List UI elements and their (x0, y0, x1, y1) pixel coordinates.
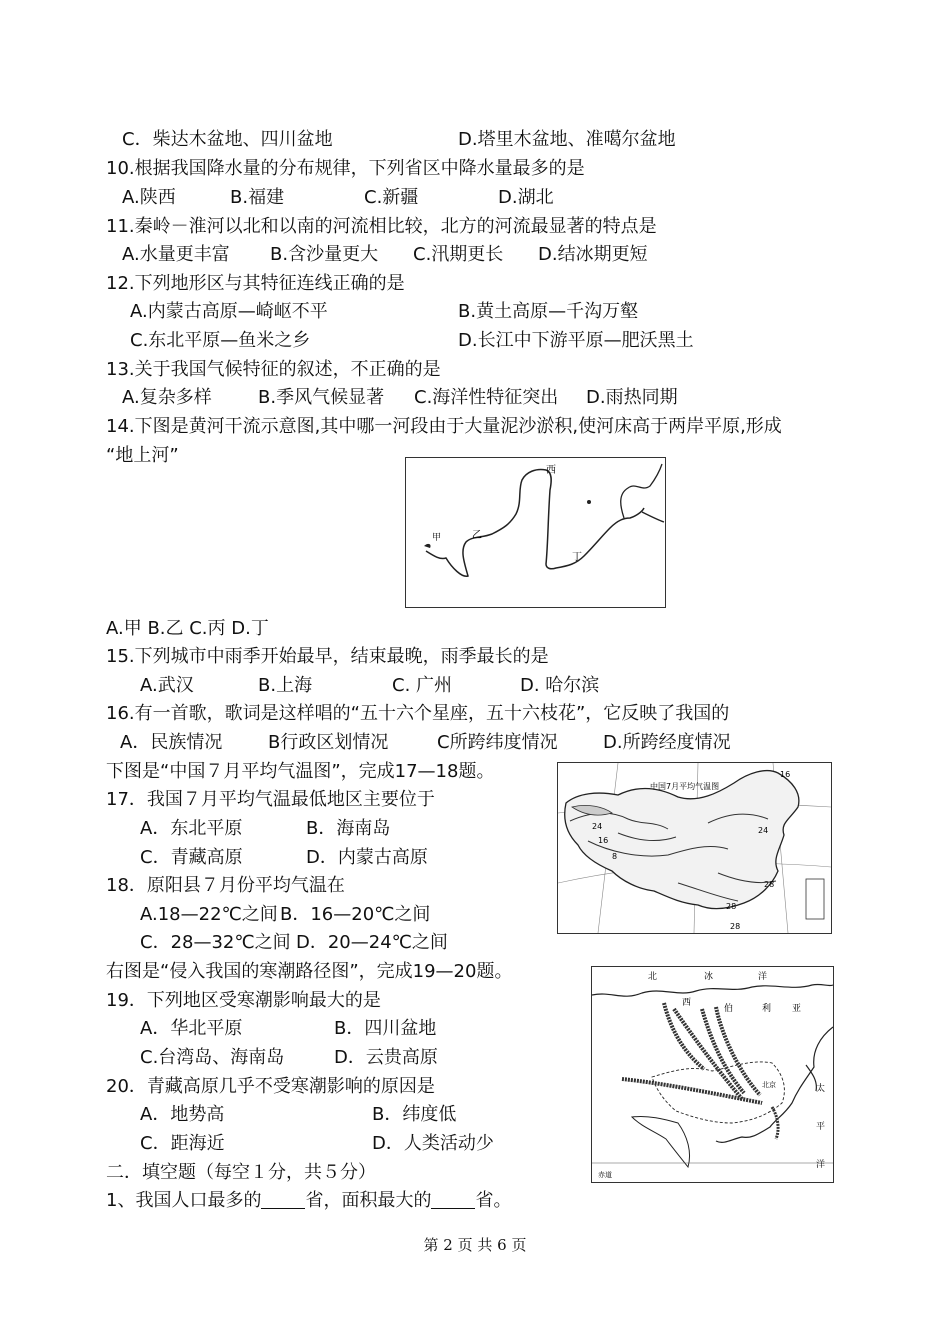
q19-option-b: B．四川盆地 (334, 1018, 437, 1039)
fill-blank-2[interactable] (431, 1190, 475, 1209)
yellow-river-map-drawing (406, 458, 665, 607)
q14-options: A.甲 B.乙 C.丙 D.丁 (106, 618, 269, 639)
q12-option-d: D.长江中下游平原—肥沃黑土 (458, 330, 694, 351)
q13-stem: 13.关于我国气候特征的叙述，不正确的是 (106, 359, 441, 380)
cold-wave-arrow-1 (664, 1003, 704, 1069)
label-beijing: 北京 (762, 1081, 776, 1089)
yellow-river-line (426, 469, 644, 576)
q16-stem: 16.有一首歌，歌词是这样唱的“五十六个星座，五十六枝花”，它反映了我国的 (106, 703, 730, 724)
q17-option-d: D．内蒙古高原 (306, 847, 428, 868)
q9-option-d: D.塔里木盆地、准噶尔盆地 (458, 129, 676, 150)
q15-option-b: B.上海 (258, 675, 313, 696)
q15-stem: 15.下列城市中雨季开始最早，结束最晚，雨季最长的是 (106, 646, 549, 667)
q10-option-a: A.陕西 (122, 187, 176, 208)
q10-stem: 10.根据我国降水量的分布规律，下列省区中降水量最多的是 (106, 158, 585, 179)
q15-option-d: D. 哈尔滨 (520, 675, 600, 696)
q11-stem: 11.秦岭－淮河以北和以南的河流相比较，北方的河流最显著的特点是 (106, 216, 657, 237)
q19-stem: 19．下列地区受寒潮影响最大的是 (106, 990, 381, 1011)
q10-option-c: C.新疆 (364, 187, 419, 208)
coastline (621, 464, 664, 522)
q16-option-a: A．民族情况 (120, 732, 223, 753)
label-bei: 北 (648, 971, 658, 981)
q11-option-a: A.水量更丰富 (122, 244, 230, 265)
isotherm-label-3: 16 (598, 836, 609, 845)
intro-19-20: 右图是“侵入我国的寒潮路径图”，完成19—20题。 (106, 961, 513, 982)
q18-option-c: C．28—32℃之间 (140, 932, 291, 953)
isotherm-label-4: 8 (612, 852, 618, 861)
label-xi: 西 (682, 997, 692, 1007)
label-ya: 亚 (792, 1003, 802, 1013)
q12-option-b: B.黄土高原—千沟万壑 (458, 301, 639, 322)
q12-option-a: A.内蒙古高原—崎岖不平 (130, 301, 328, 322)
q14-stem-line1: 14.下图是黄河干流示意图,其中哪一河段由于大量泥沙淤积,使河床高于两岸平原,形成 (106, 416, 782, 437)
arctic-coast (592, 984, 833, 996)
cold-wave-route-map (591, 966, 834, 1183)
isotherm-label-8: 28 (730, 922, 741, 931)
cold-wave-map-drawing (592, 967, 833, 1182)
isotherm-label-7: 28 (726, 902, 737, 911)
q14-stem-line2: “地上河” (106, 445, 179, 466)
page-footer: 第 2 页 共 6 页 (423, 1236, 527, 1254)
map-title: 中国7月平均气温图 (650, 782, 720, 791)
china-july-temperature-map (557, 762, 832, 934)
q19-option-a: A．华北平原 (140, 1018, 243, 1039)
label-bo: 伯 (724, 1003, 734, 1013)
q13-option-c: C.海洋性特征突出 (414, 387, 559, 408)
q17-option-b: B．海南岛 (306, 818, 391, 839)
q16-option-d: D.所跨经度情况 (603, 732, 731, 753)
q18-option-d: D．20—24℃之间 (296, 932, 448, 953)
label-yang-2: 洋 (816, 1159, 826, 1169)
q17-stem: 17．我国７月平均气温最低地区主要位于 (106, 789, 435, 810)
india-outline (632, 1116, 690, 1167)
q15-option-c: C. 广州 (392, 675, 453, 696)
label-jia: 甲 (432, 532, 442, 542)
q20-option-d: D．人类活动少 (372, 1133, 494, 1154)
isotherm-label-2: 24 (592, 822, 603, 831)
q9-option-c: C．柴达木盆地、四川盆地 (122, 129, 333, 150)
q20-option-a: A．地势高 (140, 1104, 225, 1125)
q13-option-d: D.雨热同期 (586, 387, 678, 408)
label-equator: 赤道 (598, 1171, 612, 1179)
q19-option-c: C.台湾岛、海南岛 (140, 1047, 285, 1068)
isotherm-label-1: 16 (780, 770, 791, 779)
q15-option-a: A.武汉 (140, 675, 194, 696)
intro-17-18: 下图是“中国７月平均气温图”，完成17—18题。 (106, 761, 495, 782)
isotherm-label-6: 28 (764, 880, 775, 889)
q20-option-c: C．距海近 (140, 1133, 225, 1154)
label-yi: 乙 (472, 530, 482, 541)
fill-q1-part-a: 1、我国人口最多的 (106, 1190, 262, 1211)
label-tai: 太 (816, 1083, 826, 1093)
q18-option-a: A.18—22℃之间 (140, 904, 278, 925)
q10-option-d: D.湖北 (498, 187, 554, 208)
fill-q1-part-b: 省，面积最大的 (305, 1190, 432, 1211)
cold-wave-arrow-3 (702, 1009, 744, 1093)
south-sea-inset (806, 879, 824, 919)
label-bing-ice: 冰 (704, 971, 714, 981)
label-bing: 西 (546, 465, 556, 476)
q18-option-b: B．16—20℃之间 (280, 904, 431, 925)
q13-option-b: B.季风气候显著 (258, 387, 385, 408)
q11-option-c: C.汛期更长 (413, 244, 504, 265)
label-ping: 平 (816, 1121, 826, 1131)
label-li: 利 (762, 1003, 772, 1013)
q20-option-b: B．纬度低 (372, 1104, 457, 1125)
isotherm-label-5: 24 (758, 826, 769, 835)
label-ding: 丁 (572, 552, 582, 563)
section-2-heading: 二．填空题（每空１分，共５分） (106, 1162, 376, 1183)
q19-option-d: D．云贵高原 (334, 1047, 438, 1068)
q10-option-b: B.福建 (230, 187, 285, 208)
q17-option-c: C．青藏高原 (140, 847, 243, 868)
city-dot (587, 500, 591, 504)
cold-wave-arrow-4 (716, 1007, 760, 1095)
july-map-drawing (558, 763, 831, 933)
q12-option-c: C.东北平原—鱼米之乡 (130, 330, 311, 351)
fill-q1-part-c: 省。 (475, 1190, 512, 1211)
label-yang-1: 洋 (758, 971, 768, 981)
q11-option-b: B.含沙量更大 (270, 244, 379, 265)
q20-stem: 20．青藏高原几乎不受寒潮影响的原因是 (106, 1076, 435, 1097)
q18-stem: 18．原阳县７月份平均气温在 (106, 875, 345, 896)
lake (424, 544, 431, 548)
fill-question-1 (106, 1189, 511, 1213)
yellow-river-map (405, 457, 666, 608)
q16-option-b: B行政区划情况 (268, 732, 389, 753)
q11-option-d: D.结冰期更短 (538, 244, 648, 265)
q12-stem: 12.下列地形区与其特征连线正确的是 (106, 273, 405, 294)
fill-blank-1[interactable] (261, 1190, 305, 1209)
q16-option-c: C所跨纬度情况 (437, 732, 558, 753)
q17-option-a: A．东北平原 (140, 818, 243, 839)
q13-option-a: A.复杂多样 (122, 387, 212, 408)
